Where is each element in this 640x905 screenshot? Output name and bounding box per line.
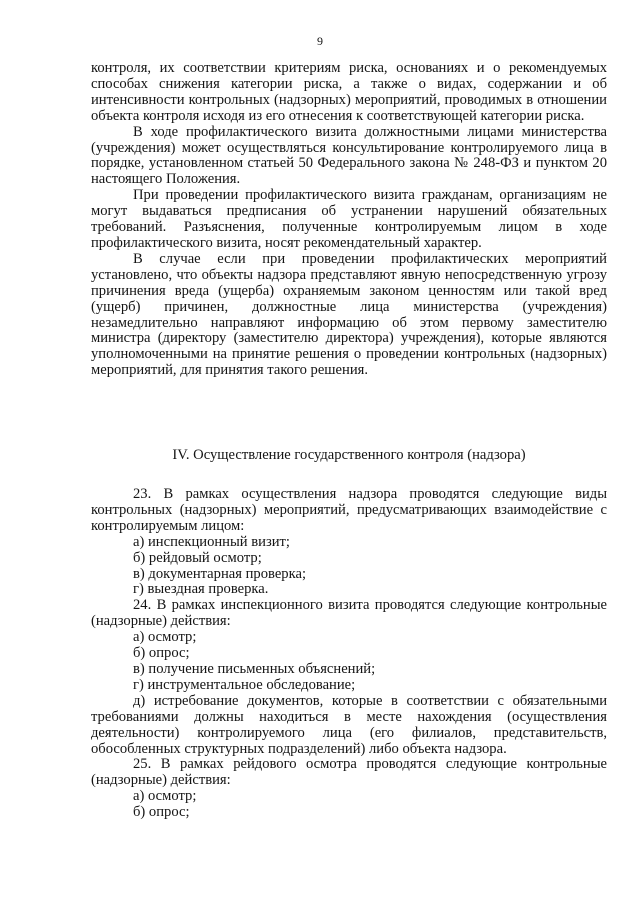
top-text-block — [91, 61, 607, 379]
clauses-block — [91, 487, 607, 821]
paragraph: В ходе профилактического визита должностными лицами министерства (учреждения) может осуществляться консультирование контролируемого лица в порядке, установленном статьей 50 Федерального закона № 248-ФЗ и пунктом 20 настоящего Положения. — [91, 123, 607, 188]
list-item: б) опрос; — [133, 645, 190, 662]
list-item: б) рейдовый осмотр; — [133, 549, 262, 566]
list-item: а) осмотр; — [133, 788, 197, 805]
list-item: а) осмотр; — [133, 629, 197, 646]
clause-25-intro: 25. В рамках рейдового осмотра проводятся следующие контрольные (надзорные) действия: — [91, 756, 607, 789]
paragraph: В случае если при проведении профилактических мероприятий установлено, что объекты надзора представляют явную непосредственную угрозу причинения вреда (ущерба) охраняемым законом ценностям или такой вред (ущерб) причинен, должностные лица министерства (учреждения) незамедлительно направляют информацию об этом первому заместителю министра (директору (заместителю директора) учреждения), которые являются уполномоченными на принятие решения о проведении контрольных (надзорных) мероприятий, для принятия такого решения. — [91, 250, 607, 379]
clause-24-intro: 24. В рамках инспекционного визита проводятся следующие контрольные (надзорные) действия: — [91, 597, 607, 630]
paragraph: При проведении профилактического визита гражданам, организациям не могут выдаваться предписания об устранении нарушений обязательных требований. Разъяснения, полученные контролируемым лицом в ходе профилактического визита, носят рекомендательный характер. — [91, 187, 607, 251]
list-item: а) инспекционный визит; — [133, 533, 290, 550]
section-heading: IV. Осуществление государственного контроля (надзора) — [172, 447, 526, 463]
list-item: г) инструментальное обследование; — [133, 676, 356, 693]
list-item: б) опрос; — [133, 804, 190, 821]
clause-23-intro: 23. В рамках осуществления надзора проводятся следующие виды контрольных (надзорных) мероприятий, предусматривающих взаимодействие с контролируемым лицом: — [91, 486, 607, 534]
list-item: д) истребование документов, которые в соответствии с обязательными требованиями должны находиться в месте нахождения (осуществления деятельности) контролируемого лица (его филиалов, представительств, обособленных структурных подразделений) либо объекта надзора. — [91, 692, 607, 757]
page-number: 9 — [317, 34, 323, 48]
section-heading-block — [91, 448, 607, 464]
list-item: в) получение письменных объяснений; — [133, 660, 376, 677]
paragraph: контроля, их соответствии критериям риска, основаниях и о рекомендуемых способах снижения категории риска, а также о видах, содержании и об интенсивности контрольных (надзорных) мероприятий, проводимых в отношении объекта контроля исходя из его отнесения к соответствующей категории риска. — [91, 60, 607, 124]
list-item: в) документарная проверка; — [133, 565, 306, 582]
list-item: г) выездная проверка. — [133, 581, 269, 598]
